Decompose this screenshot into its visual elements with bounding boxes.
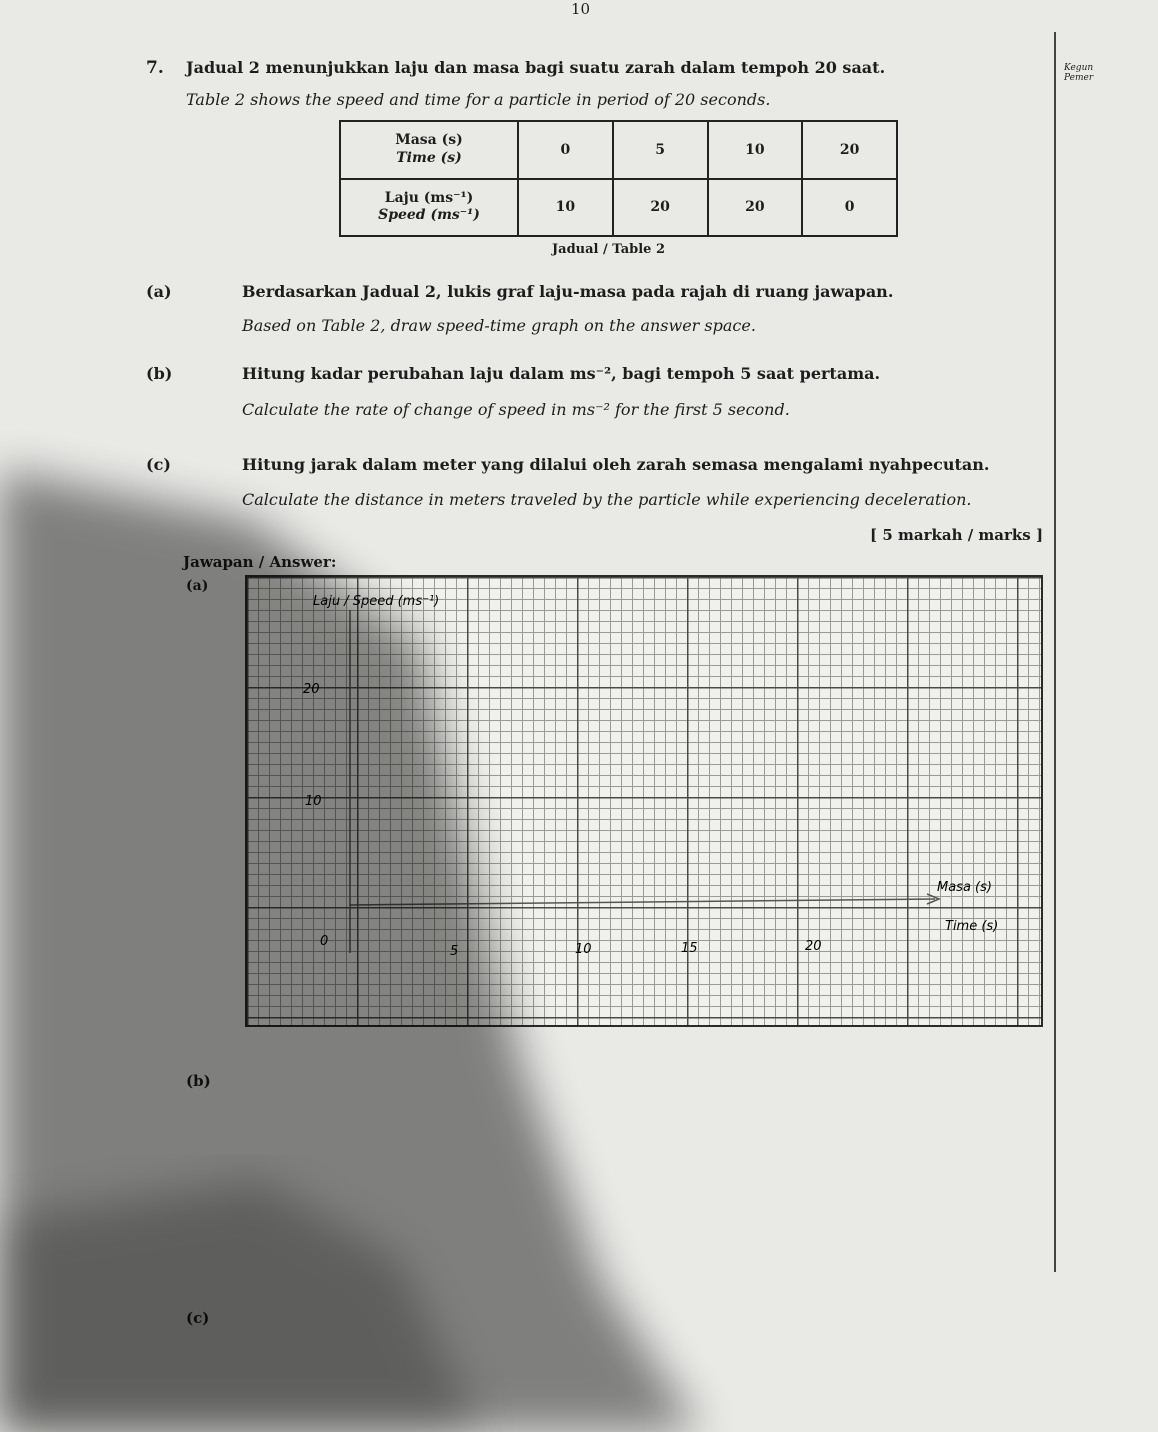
answer-header: Jawapan / Answer: — [183, 553, 337, 571]
table-row — [340, 121, 897, 179]
question-number: 7. — [146, 58, 164, 78]
y-tick-label: 10 — [305, 794, 322, 809]
answer-label-b: (b) — [186, 1072, 211, 1090]
intro-malay: Jadual 2 menunjukkan laju dan masa bagi suatu zarah dalam tempoh 20 saat. — [186, 58, 886, 77]
table-header-speed: Laju (ms⁻¹) Speed (ms⁻¹) — [340, 179, 518, 237]
x-axis-line — [350, 899, 935, 905]
answer-label-c: (c) — [186, 1309, 210, 1327]
graph-annotations — [245, 575, 1043, 1027]
part-a-english: Based on Table 2, draw speed-time graph on the answer space. — [242, 316, 756, 335]
x-axis-label-malay: Masa (s) — [937, 880, 992, 895]
part-c-english: Calculate the distance in meters traveled by the particle while experiencing deceleration. — [242, 490, 972, 509]
table-cell: 20 — [802, 121, 897, 179]
y-axis-label: Laju / Speed (ms⁻¹) — [313, 594, 440, 609]
margin-note: Kegun Pemer — [1064, 63, 1094, 83]
x-tick-label: 10 — [575, 942, 592, 957]
table-header-time: Masa (s) Time (s) — [340, 121, 518, 179]
page-number: 10 — [571, 0, 591, 18]
y-tick-label: 20 — [303, 682, 320, 697]
table-cell: 5 — [613, 121, 708, 179]
table-cell: 0 — [518, 121, 613, 179]
intro-english: Table 2 shows the speed and time for a particle in period of 20 seconds. — [186, 90, 771, 109]
table-caption: Jadual / Table 2 — [552, 242, 666, 257]
data-table — [339, 120, 898, 237]
table-cell: 20 — [708, 179, 803, 237]
marks-label: [ 5 markah / marks ] — [870, 526, 1044, 544]
table-cell: 0 — [802, 179, 897, 237]
answer-label-a: (a) — [186, 578, 209, 594]
part-b-english: Calculate the rate of change of speed in ms⁻² for the first 5 second. — [242, 400, 790, 419]
x-tick-label: 5 — [450, 944, 459, 959]
margin-line — [1054, 32, 1056, 1272]
table-cell: 10 — [518, 179, 613, 237]
table-row — [340, 179, 897, 237]
table-cell: 10 — [708, 121, 803, 179]
x-tick-label: 20 — [805, 939, 822, 954]
x-tick-label: 15 — [681, 941, 698, 956]
x-axis-label-english: Time (s) — [945, 919, 999, 934]
y-tick-label: 0 — [320, 934, 329, 949]
table-cell: 20 — [613, 179, 708, 237]
